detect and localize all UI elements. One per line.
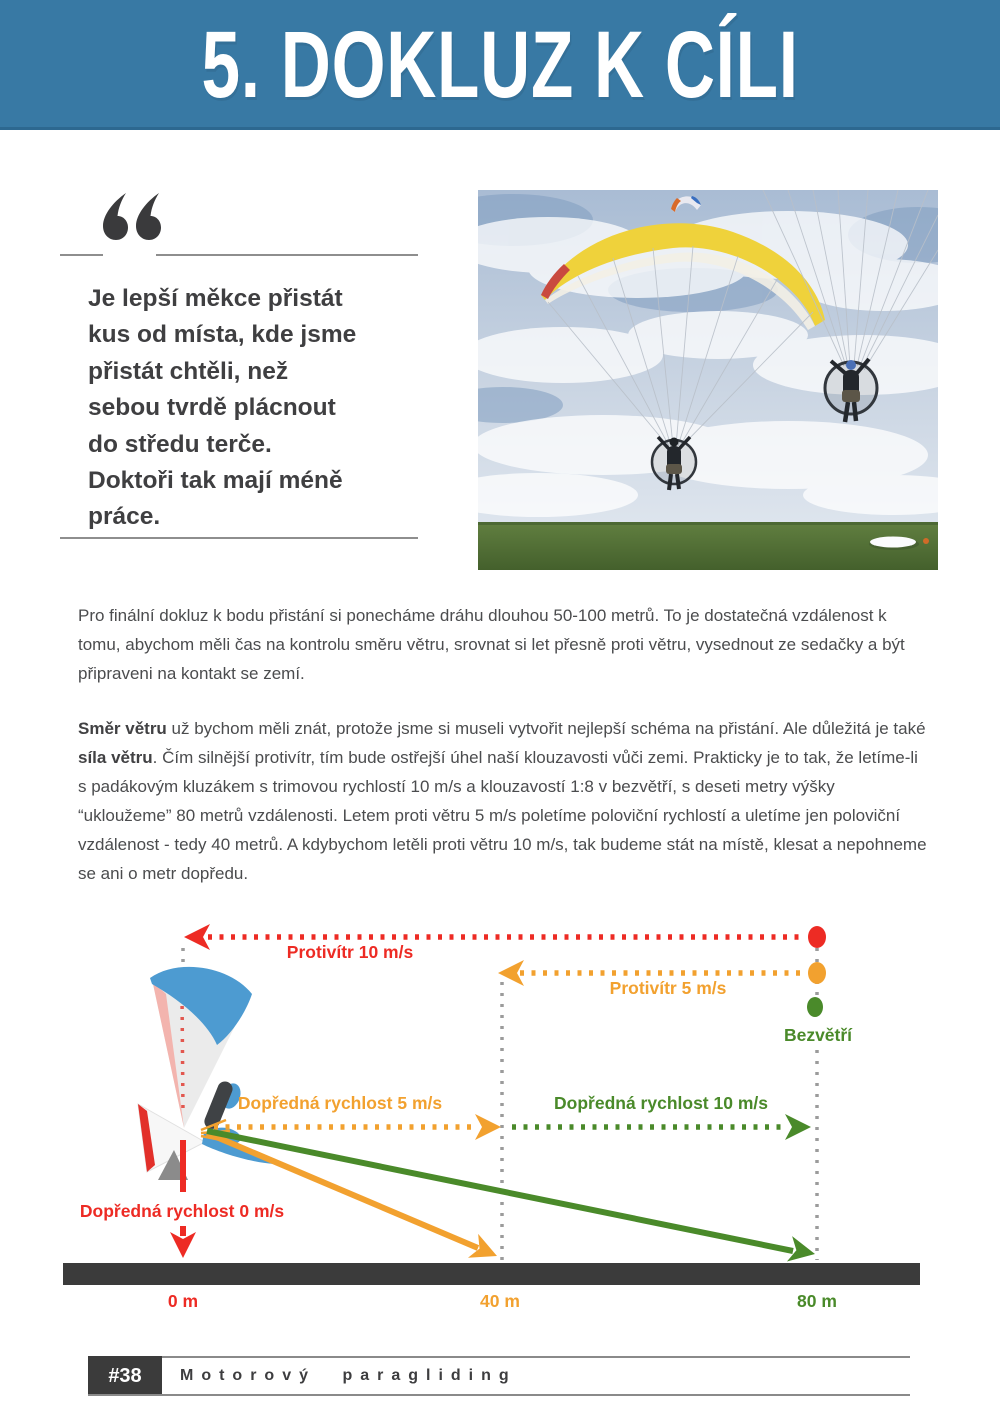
header-band	[0, 0, 1000, 130]
body-paragraph-1: Pro finální dokluz k bodu přistání si ponecháme dráhu dlouhou 50-100 metrů. To je dostatečná vzdálenost k tomu, abychom měli čas na kontrolu směru větru, srovnat si let přesně proti větru, vysednout ze sedačky a být připraveni na kontakt se zemí.	[78, 606, 905, 683]
forward-10-arrow	[512, 1114, 811, 1140]
page-title: 5. DOKLUZ K CÍLI	[201, 12, 799, 118]
pullquote-line: Je lepší měkce přistát	[88, 285, 343, 312]
forward-5-arrow	[214, 1114, 501, 1140]
pullquote-line: Doktoři tak mají méně	[88, 467, 343, 495]
field	[478, 522, 938, 570]
marker-40m: 40 m	[480, 1291, 520, 1311]
label-forward-5: Dopředná rychlost 5 m/s	[237, 1093, 443, 1113]
label-forward-10: Dopředná rychlost 10 m/s	[554, 1093, 768, 1113]
bold-wind-strength: síla větru	[78, 748, 153, 767]
marker-0m: 0 m	[167, 1291, 199, 1311]
pullquote-line: přistát chtěli, než	[88, 357, 289, 385]
label-headwind-10: Protivítr 10 m/s	[286, 942, 414, 962]
paragliders-photo	[478, 190, 938, 570]
glide-path-80	[207, 1131, 818, 1267]
pullquote	[88, 281, 438, 536]
wind-origin-dot-red	[808, 926, 826, 948]
pullquote-line: práce.	[88, 503, 161, 531]
headwind-10-arrow	[184, 924, 826, 950]
label-no-wind: Bezvětří	[783, 1025, 853, 1045]
pullquote-line: sebou tvrdě plácnout	[88, 394, 336, 422]
wind-origin-dot-green	[807, 997, 823, 1017]
quote-rule-top-left	[60, 254, 103, 256]
footer-page-number: #38	[88, 1356, 162, 1396]
ground-bar	[63, 1263, 920, 1285]
label-forward-0: Dopředná rychlost 0 m/s	[79, 1201, 285, 1221]
bold-wind-direction: Směr větru	[78, 719, 167, 738]
footer-rule-bottom	[88, 1394, 910, 1396]
quote-rule-top-right	[156, 254, 418, 256]
body-paragraph-2: Směr větru už bychom měli znát, protože jsme si museli vytvořit nejlepší schéma na přistání. Ale důležitá je také síla větru. Čím silnější protivítr, tím bude ostřejší úhel naší klouzavosti vůči zemi. Prakticky je to tak, že letíme-li s padákovým kluzákem s trimovou rychlostí 10 m/s a klouzavostí 1:8 v bezvětří, s deseti metry výšky “ukloužeme” 80 metrů vzdálenosti. Letem proti větru 5 m/s poletíme poloviční rychlostí a uletíme jen poloviční vzdálenost - tedy 40 metrů. A kdybychom letěli proti větru 10 m/s, tak budeme stát na místě, klesat a nepohneme se ani o metr dopředu.	[78, 719, 927, 883]
marker-80m: 80 m	[797, 1291, 837, 1311]
quote-rule-bottom	[60, 537, 418, 539]
glide-diagram	[0, 900, 1000, 1315]
pullquote-line: kus od místa, kde jsme	[88, 321, 357, 349]
wind-origin-dot-orange	[808, 962, 826, 984]
pullquote-line: do středu terče.	[88, 430, 272, 458]
footer-book-title: Motorový paragliding	[180, 1367, 517, 1384]
label-headwind-5: Protivítr 5 m/s	[609, 978, 727, 998]
quote-icon	[103, 193, 165, 241]
paraglider-illustration	[138, 967, 274, 1180]
